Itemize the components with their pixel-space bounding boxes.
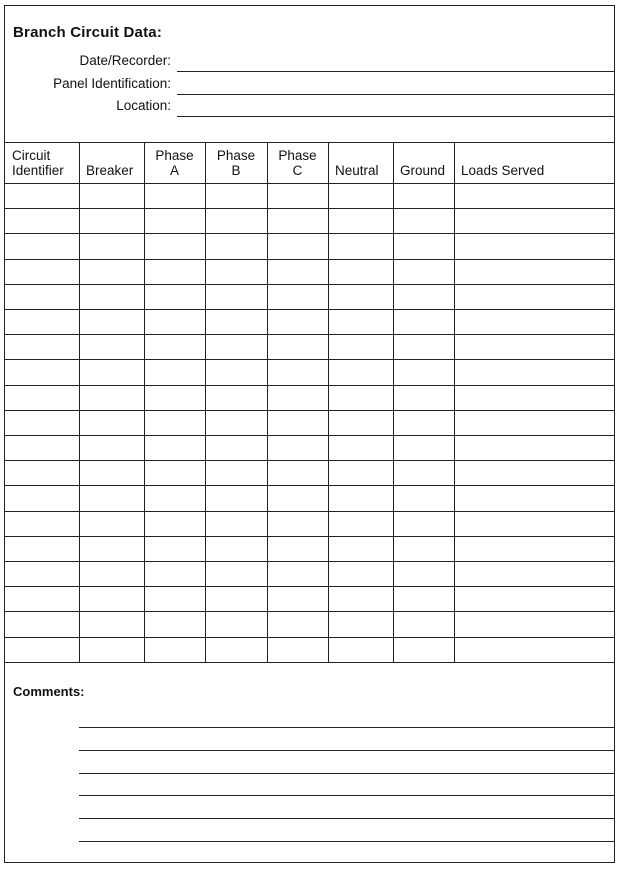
table-cell[interactable] [206,562,266,585]
table-cell[interactable] [455,537,614,560]
table-cell[interactable] [268,285,327,308]
table-cell[interactable] [394,285,453,308]
table-cell[interactable] [329,184,392,207]
column-header [205,148,267,178]
table-cell[interactable] [268,512,327,535]
table-cell[interactable] [329,360,392,383]
table-cell[interactable] [80,638,143,661]
table-cell[interactable] [329,638,392,661]
column-header [12,148,78,178]
table-cell[interactable] [80,562,143,585]
table-cell[interactable] [329,285,392,308]
comment-line[interactable] [79,750,615,751]
table-cell[interactable] [206,512,266,535]
table-cell[interactable] [455,562,614,585]
table-cell[interactable] [268,260,327,283]
table-cell[interactable] [394,512,453,535]
table-cell[interactable] [206,285,266,308]
table-cell[interactable] [329,512,392,535]
table-cell[interactable] [6,461,78,484]
table-cell[interactable] [6,537,78,560]
table-cell[interactable] [394,260,453,283]
table-cell[interactable] [268,638,327,661]
comments-label: Comments: [13,684,85,699]
table-cell[interactable] [206,260,266,283]
table-cell[interactable] [394,360,453,383]
table-cell[interactable] [394,386,453,409]
table-cell[interactable] [329,335,392,358]
comment-line[interactable] [79,795,615,796]
column-header-line1: Phase [216,148,256,163]
table-top-border [5,142,615,143]
column-header-line1: Circuit [12,148,51,163]
table-cell[interactable] [329,587,392,610]
table-cell[interactable] [268,209,327,232]
table-cell[interactable] [80,461,143,484]
table-cell[interactable] [80,537,143,560]
table-cell[interactable] [268,562,327,585]
comment-line[interactable] [79,727,615,728]
table-cell[interactable] [6,512,78,535]
column-header-line1: Phase [155,148,194,163]
column-header-line2: A [169,163,179,178]
table-cell[interactable] [6,386,78,409]
table-cell[interactable] [394,234,453,257]
table-cell[interactable] [145,184,204,207]
table-cell[interactable] [145,209,204,232]
table-cell[interactable] [268,461,327,484]
table-cell[interactable] [206,537,266,560]
table-cell[interactable] [268,360,327,383]
column-header [144,148,205,178]
column-header [86,148,143,178]
panel-identification-field[interactable] [177,94,615,95]
table-cell[interactable] [455,285,614,308]
table-cell[interactable] [455,612,614,635]
column-header-line1: Phase [278,148,317,163]
table-cell[interactable] [145,411,204,434]
table-cell[interactable] [145,310,204,333]
table-cell[interactable] [455,486,614,509]
table-cell[interactable] [206,335,266,358]
table-cell[interactable] [455,234,614,257]
table-cell[interactable] [268,587,327,610]
table-cell[interactable] [6,184,78,207]
table-cell[interactable] [268,335,327,358]
table-cell[interactable] [6,436,78,459]
table-cell[interactable] [145,335,204,358]
table-cell[interactable] [80,411,143,434]
table-cell[interactable] [206,612,266,635]
table-cell[interactable] [268,310,327,333]
table-cell[interactable] [145,512,204,535]
table-cell[interactable] [329,411,392,434]
table-cell[interactable] [6,411,78,434]
table-cell[interactable] [455,209,614,232]
table-cell[interactable] [394,411,453,434]
panel-identification-label: Panel Identification: [53,76,171,91]
column-header [461,148,614,178]
table-cell[interactable] [6,612,78,635]
table-cell[interactable] [206,436,266,459]
column-header-line1 [461,148,614,163]
table-cell[interactable] [80,260,143,283]
table-cell[interactable] [329,386,392,409]
table-cell[interactable] [206,386,266,409]
table-cell[interactable] [329,612,392,635]
table-cell[interactable] [394,562,453,585]
table-cell[interactable] [329,486,392,509]
table-cell[interactable] [268,234,327,257]
table-cell[interactable] [6,260,78,283]
column-header [335,148,392,178]
table-cell[interactable] [6,638,78,661]
table-cell[interactable] [394,335,453,358]
table-cell[interactable] [329,234,392,257]
table-cell[interactable] [206,234,266,257]
table-cell[interactable] [455,335,614,358]
column-header-line2: Loads Served [461,163,545,178]
table-cell[interactable] [206,638,266,661]
table-cell[interactable] [80,184,143,207]
table-cell[interactable] [455,638,614,661]
column-header-line1 [400,148,453,163]
table-cell[interactable] [206,587,266,610]
table-cell[interactable] [145,260,204,283]
table-cell[interactable] [80,234,143,257]
table-cell[interactable] [268,612,327,635]
table-cell[interactable] [455,512,614,535]
table-cell[interactable] [455,461,614,484]
location-field[interactable] [177,116,615,117]
table-cell[interactable] [268,537,327,560]
table-cell[interactable] [329,537,392,560]
table-cell[interactable] [455,436,614,459]
table-cell[interactable] [80,209,143,232]
table-cell[interactable] [329,260,392,283]
table-cell[interactable] [80,512,143,535]
table-cell[interactable] [145,386,204,409]
table-cell[interactable] [455,184,614,207]
table-cell[interactable] [268,436,327,459]
location-label: Location: [116,98,171,113]
table-cell[interactable] [6,562,78,585]
table-cell[interactable] [80,612,143,635]
table-cell[interactable] [145,537,204,560]
table-cell[interactable] [145,285,204,308]
table-cell[interactable] [394,587,453,610]
table-cell[interactable] [329,461,392,484]
table-cell[interactable] [394,184,453,207]
table-cell[interactable] [80,386,143,409]
table-cell[interactable] [268,386,327,409]
table-cell[interactable] [394,436,453,459]
table-cell[interactable] [6,310,78,333]
table-cell[interactable] [145,360,204,383]
table-cell[interactable] [206,209,266,232]
table-cell[interactable] [455,587,614,610]
table-cell[interactable] [394,638,453,661]
column-header-line1 [335,148,392,163]
table-cell[interactable] [6,587,78,610]
table-cell[interactable] [455,260,614,283]
table-cell[interactable] [394,209,453,232]
table-cell[interactable] [329,310,392,333]
table-cell[interactable] [455,386,614,409]
table-cell[interactable] [80,335,143,358]
column-header [400,148,453,178]
column-header-line2: C [292,163,303,178]
table-cell[interactable] [394,461,453,484]
table-cell[interactable] [394,486,453,509]
table-cell[interactable] [206,310,266,333]
table-cell[interactable] [206,411,266,434]
table-cell[interactable] [329,436,392,459]
table-cell[interactable] [145,461,204,484]
table-cell[interactable] [6,486,78,509]
table-cell[interactable] [145,486,204,509]
column-header-line2: Neutral [335,163,379,178]
table-cell[interactable] [268,411,327,434]
table-cell[interactable] [6,285,78,308]
comment-line[interactable] [79,841,615,842]
table-cell[interactable] [206,184,266,207]
table-cell[interactable] [6,335,78,358]
table-cell[interactable] [80,285,143,308]
branch-circuit-form [4,5,615,863]
table-cell[interactable] [455,310,614,333]
table-cell[interactable] [394,537,453,560]
table-cell[interactable] [145,562,204,585]
table-cell[interactable] [6,209,78,232]
table-cell[interactable] [455,411,614,434]
table-cell[interactable] [268,486,327,509]
table-cell[interactable] [80,486,143,509]
column-header-line2: Breaker [86,163,134,178]
column-header-line2: Ground [400,163,446,178]
table-cell[interactable] [145,587,204,610]
table-cell[interactable] [80,436,143,459]
table-cell[interactable] [145,638,204,661]
table-bottom-border [5,662,615,663]
table-cell[interactable] [394,310,453,333]
table-cell[interactable] [455,360,614,383]
table-cell[interactable] [145,234,204,257]
table-cell[interactable] [394,612,453,635]
table-cell[interactable] [268,184,327,207]
table-cell[interactable] [145,612,204,635]
comment-line[interactable] [79,773,615,774]
table-cell[interactable] [145,436,204,459]
table-cell[interactable] [206,360,266,383]
table-cell[interactable] [329,562,392,585]
column-header-line2: Identifier [12,163,64,178]
table-cell[interactable] [80,360,143,383]
table-cell[interactable] [80,310,143,333]
column-header-line1 [86,148,143,163]
table-cell[interactable] [206,461,266,484]
table-cell[interactable] [6,360,78,383]
date-recorder-field[interactable] [177,71,615,72]
column-header [267,148,328,178]
date-recorder-label: Date/Recorder: [79,53,171,68]
table-cell[interactable] [6,234,78,257]
table-cell[interactable] [80,587,143,610]
column-header-line2: B [231,163,241,178]
table-cell[interactable] [206,486,266,509]
table-cell[interactable] [329,209,392,232]
form-title: Branch Circuit Data: [13,24,163,41]
comment-line[interactable] [79,818,615,819]
